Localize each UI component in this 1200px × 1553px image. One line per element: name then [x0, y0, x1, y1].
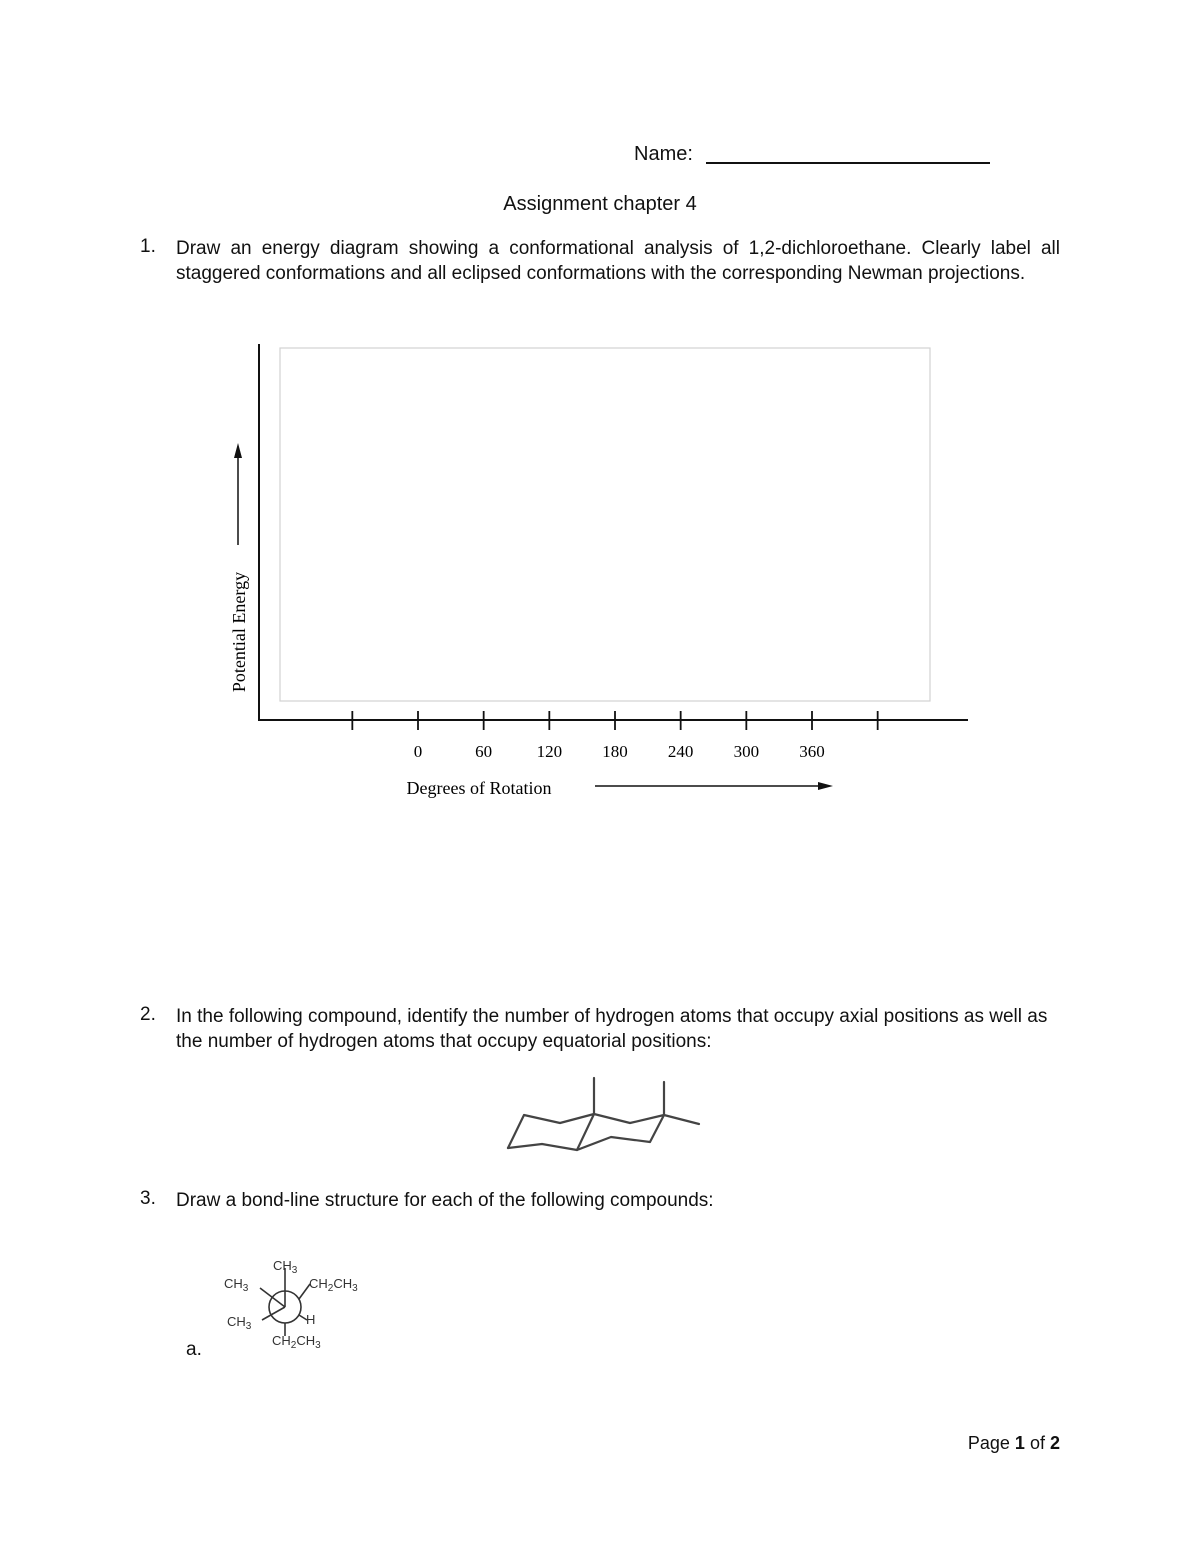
- page-title: Assignment chapter 4: [503, 193, 697, 215]
- x-tick-label: 120: [536, 742, 563, 761]
- x-tick-label: 240: [667, 742, 694, 761]
- x-tick-label: 300: [733, 742, 760, 761]
- y-arrow-head: [234, 443, 242, 458]
- x-tick-label: 360: [799, 742, 825, 761]
- x-arrow-head: [818, 782, 833, 790]
- question-3-number: 3.: [140, 1188, 156, 1209]
- newman-back-right-top: $CH_2CH_3$: [309, 1276, 358, 1294]
- page-number: Page 1 of 2: [967, 1433, 1060, 1453]
- newman-projection: [210, 1250, 390, 1350]
- fused-chair-structure: [490, 1070, 710, 1155]
- question-2-text: In the following compound, identify the number of hydrogen atoms that occupy axial positions as well as the number of hydrogen atoms that occupy equatorial positions:: [176, 1006, 1048, 1052]
- x-tick-label: 180: [602, 742, 628, 761]
- option-a-label: a.: [186, 1339, 202, 1360]
- newman-front-left-top: $CH_3$: [224, 1276, 249, 1294]
- newman-front-top: $CH_3$: [273, 1258, 298, 1276]
- x-axis-label: Degrees of Rotation: [406, 778, 552, 798]
- question-2-number: 2.: [140, 1004, 156, 1025]
- question-3-text: Draw a bond-line structure for each of the following compounds:: [176, 1190, 714, 1211]
- newman-back-bottom: $CH_2CH_3$: [272, 1333, 321, 1350]
- x-tick-label: 60: [475, 742, 493, 761]
- newman-back-right-bottom: H: [306, 1312, 316, 1327]
- drawing-area[interactable]: [280, 348, 930, 701]
- question-1-text: Draw an energy diagram showing a conformational analysis of 1,2-dichloroethane. Clearly label all staggered conformations and all eclipsed conformations with the corresponding Newman projections.: [176, 238, 1060, 284]
- name-label: Name:: [634, 143, 693, 165]
- newman-front-left-bottom: $CH_3$: [227, 1314, 252, 1332]
- question-1-number: 1.: [140, 236, 156, 257]
- x-tick-label: 0: [413, 742, 423, 761]
- y-axis-label: Potential Energy: [229, 571, 249, 693]
